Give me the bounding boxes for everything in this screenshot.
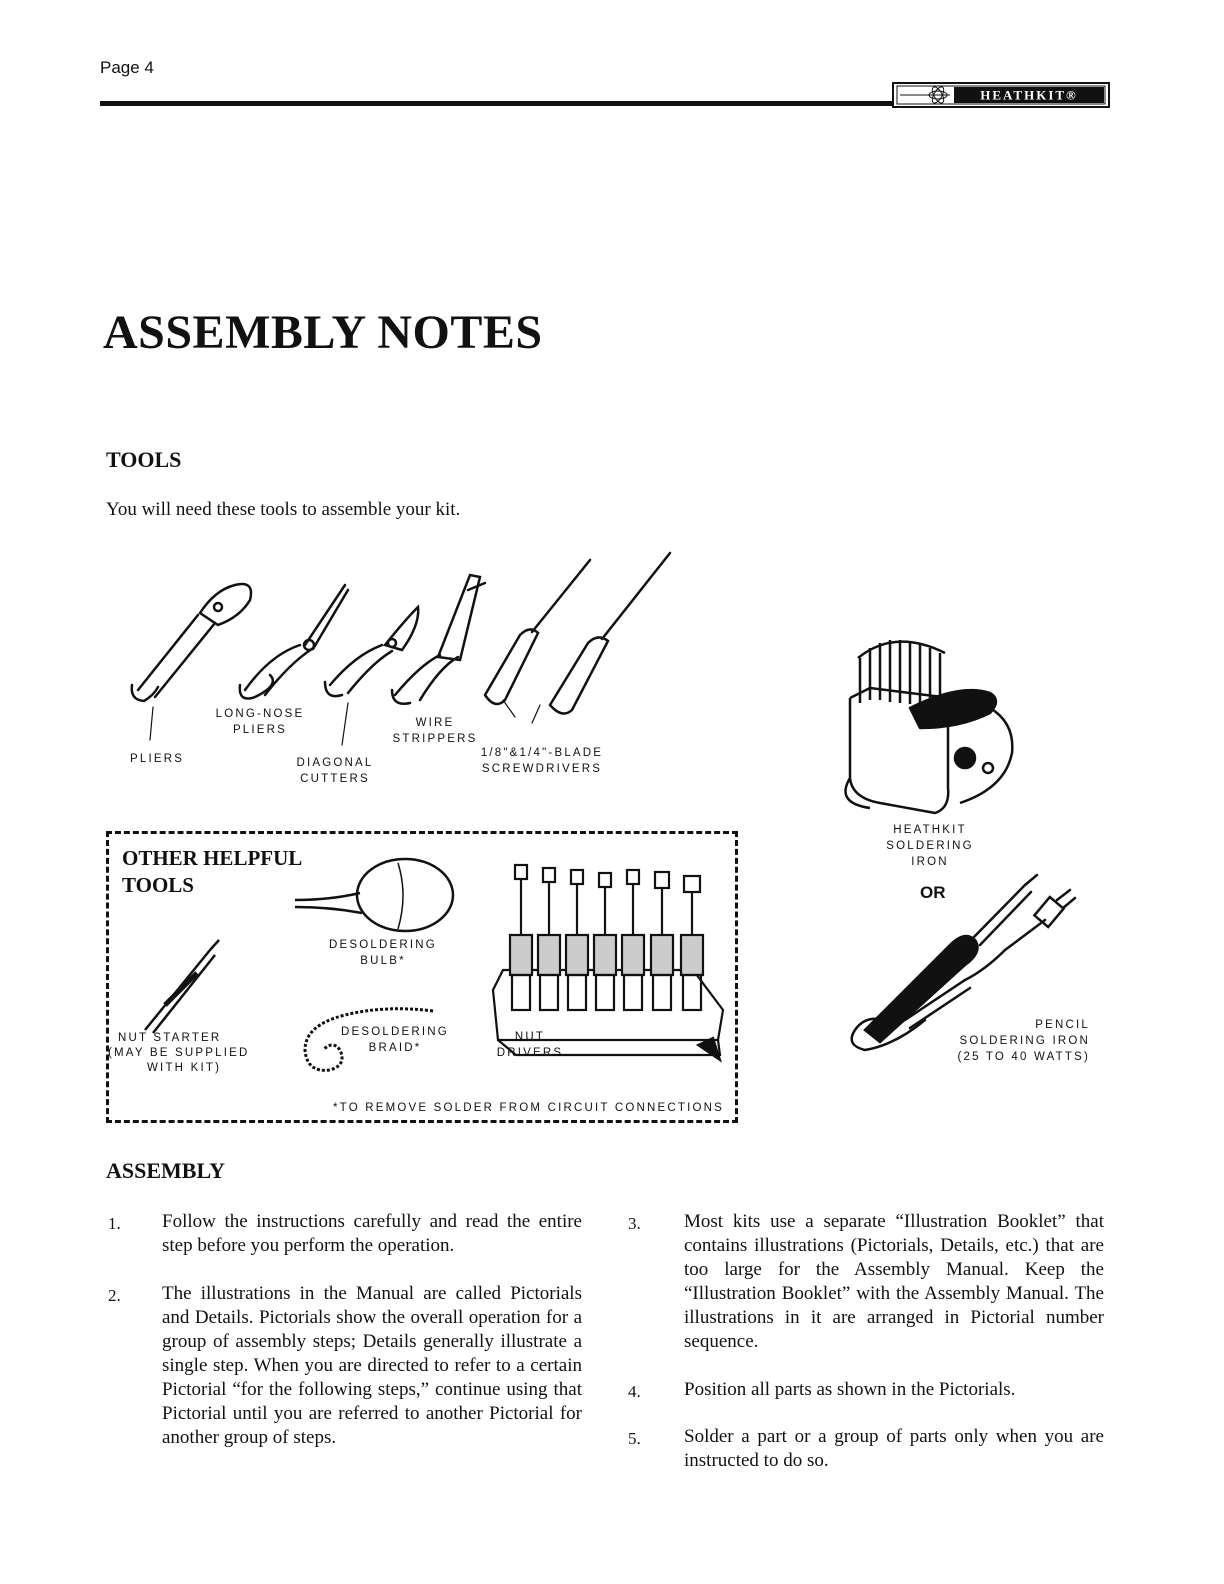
wire-strippers-drawing bbox=[392, 575, 485, 704]
label-pliers: PLIERS bbox=[130, 753, 185, 765]
label-wire-2: STRIPPERS bbox=[392, 733, 478, 745]
screwdriver-large-drawing bbox=[550, 553, 670, 714]
heathkit-soldering-iron-drawing bbox=[840, 628, 1040, 818]
screwdriver-small-drawing bbox=[485, 560, 590, 704]
label-desoldering-braid-2: BRAID* bbox=[368, 1042, 422, 1054]
other-tools-heading-line-1: OTHER HELPFUL bbox=[122, 846, 303, 870]
assembly-item-number: 3. bbox=[628, 1214, 641, 1233]
label-or: OR bbox=[920, 883, 946, 902]
label-heathkit-iron-2: SOLDERING bbox=[886, 840, 974, 852]
label-long-nose-2: PLIERS bbox=[232, 724, 288, 736]
label-nut-starter-1: NUT STARTER bbox=[118, 1032, 222, 1044]
assembly-item-text: The illustrations in the Manual are called Pictorials and Details. Pictorials show the overall operation for a group of assembly steps; Details generally illustrate a single step. When you are directed to refer to a certain Pictorial “for the following steps,” continue using that Pictorial until you are referred to another Pictorial for another group of steps. bbox=[162, 1283, 582, 1448]
svg-text:HEATHKIT®: HEATHKIT® bbox=[980, 87, 1078, 103]
label-screwdriver-2: SCREWDRIVERS bbox=[481, 763, 603, 775]
label-desoldering-braid-1: DESOLDERING bbox=[341, 1026, 449, 1038]
page-title: ASSEMBLY NOTES bbox=[103, 306, 543, 359]
desoldering-bulb-drawing bbox=[290, 855, 460, 935]
label-desoldering-bulb-1: DESOLDERING bbox=[329, 939, 437, 951]
label-desoldering-bulb-2: BULB* bbox=[360, 955, 406, 967]
label-heathkit-iron-1: HEATHKIT bbox=[893, 824, 967, 836]
assembly-item-number: 1. bbox=[108, 1214, 121, 1233]
label-pencil-1: PENCIL bbox=[1035, 1019, 1090, 1031]
label-screwdriver-1: 1/8"&1/4"-BLADE bbox=[480, 747, 604, 759]
label-pencil-3: (25 TO 40 WATTS) bbox=[957, 1051, 1090, 1063]
label-pencil-2: SOLDERING IRON bbox=[959, 1035, 1090, 1047]
other-tools-footnote: *TO REMOVE SOLDER FROM CIRCUIT CONNECTIONS bbox=[333, 1102, 725, 1114]
assembly-item-text: Position all parts as shown in the Pictorials. bbox=[684, 1379, 1016, 1400]
pliers-drawing bbox=[132, 584, 251, 701]
assembly-item-number: 2. bbox=[108, 1286, 121, 1305]
tools-heading: TOOLS bbox=[106, 447, 182, 472]
assembly-item-number: 5. bbox=[628, 1429, 641, 1448]
page-number: Page 4 bbox=[100, 58, 154, 77]
assembly-item-number: 4. bbox=[628, 1382, 641, 1401]
assembly-item-text: Follow the instructions carefully and read the entire step before you perform the operation. bbox=[162, 1211, 582, 1256]
heathkit-logo bbox=[892, 82, 1110, 108]
other-tools-heading bbox=[122, 845, 302, 899]
header-rule bbox=[100, 101, 892, 106]
label-nut-starter-3: WITH KIT) bbox=[147, 1062, 222, 1074]
label-diagonal-1: DIAGONAL bbox=[296, 757, 374, 769]
label-long-nose-1: LONG-NOSE bbox=[215, 708, 305, 720]
label-heathkit-iron-3: IRON bbox=[911, 856, 949, 868]
assembly-item-text: Solder a part or a group of parts only when you are instructed to do so. bbox=[684, 1426, 1104, 1471]
label-nut-drivers-1: NUT bbox=[514, 1031, 546, 1043]
label-diagonal-2: CUTTERS bbox=[300, 773, 370, 785]
label-nut-drivers-2: DRIVERS bbox=[496, 1047, 564, 1059]
label-wire-1: WIRE bbox=[415, 717, 455, 729]
assembly-heading: ASSEMBLY bbox=[106, 1158, 226, 1183]
assembly-item-text: Most kits use a separate “Illustration Booklet” that contains illustrations (Pictorials, Details, etc.) that are too large for the Assembly Manual. Keep the “Illustration Booklet” with the Assembly Manual. The illustrations in it are arranged in Pictorial number sequence. bbox=[684, 1211, 1104, 1352]
tools-intro: You will need these tools to assemble your kit. bbox=[106, 499, 461, 520]
nut-starter-drawing bbox=[135, 935, 225, 1035]
other-tools-heading-line-2: TOOLS bbox=[122, 873, 194, 897]
label-nut-starter-2: (MAY BE SUPPLIED bbox=[108, 1047, 250, 1059]
